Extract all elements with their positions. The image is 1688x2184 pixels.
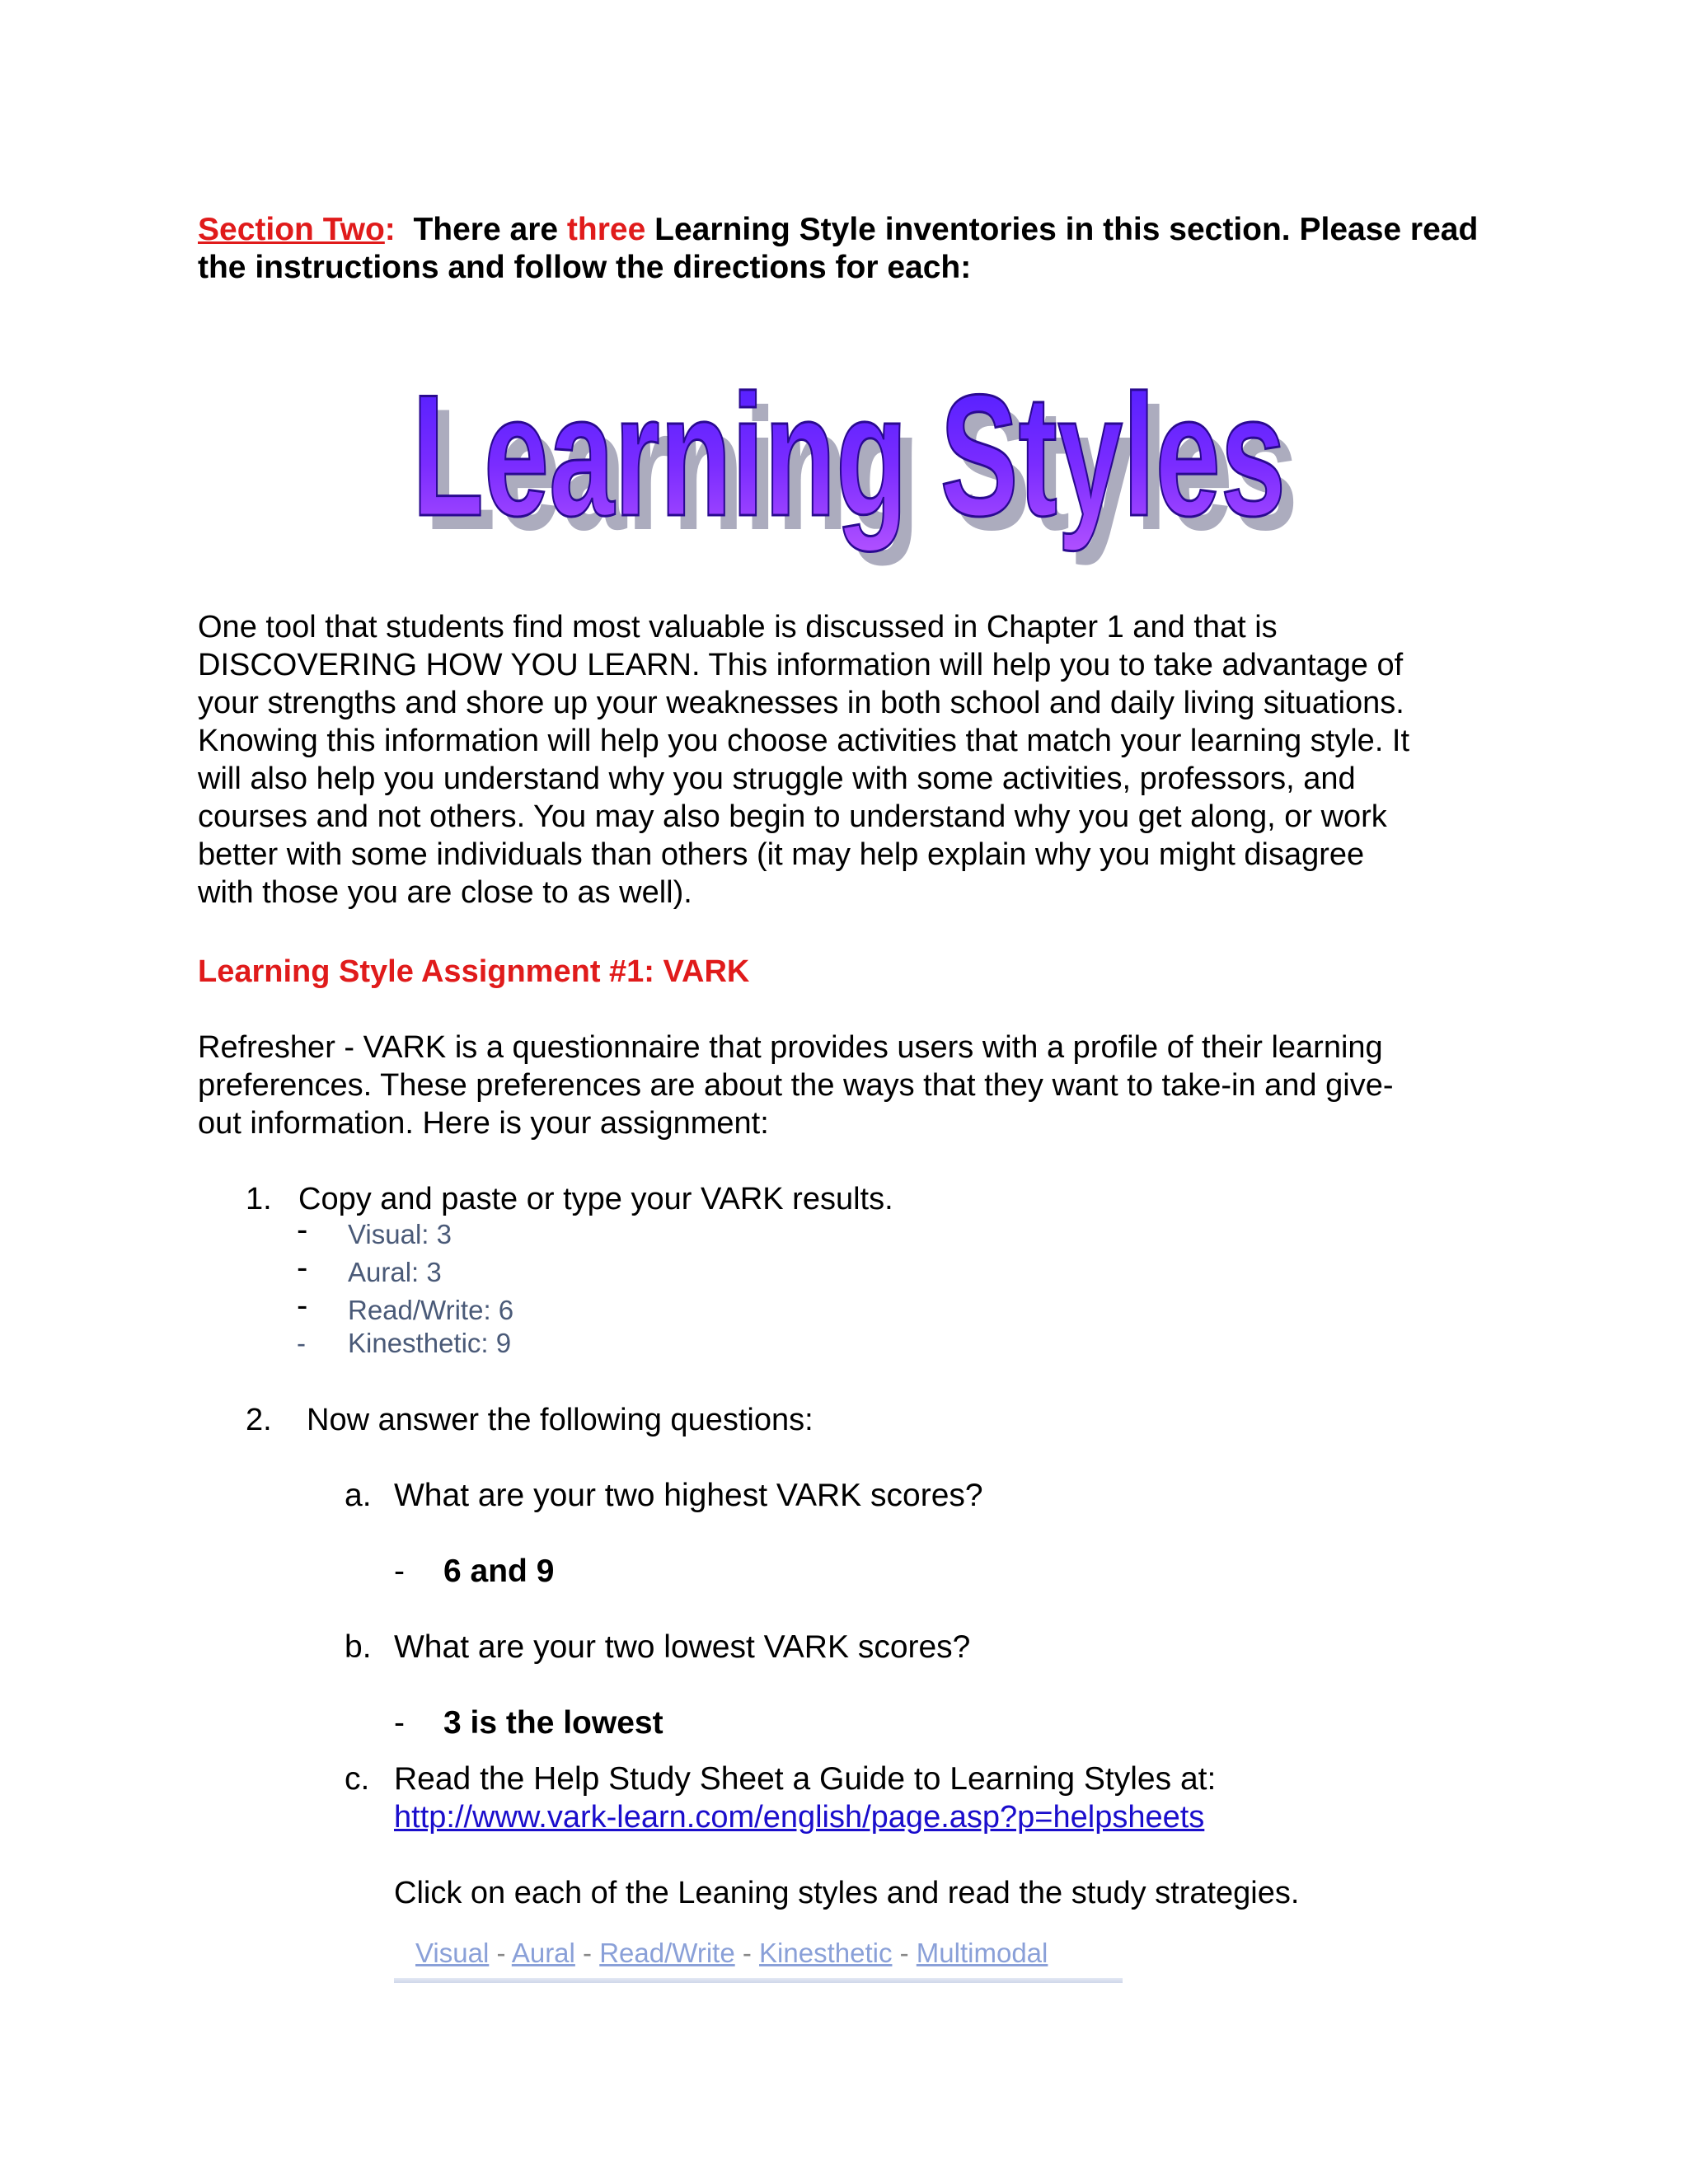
paragraph-line: will also help you understand why you struggle with some activities, professors, and	[198, 762, 1356, 796]
assignment-title: Learning Style Assignment #1: VARK	[198, 954, 750, 989]
answer-dash: -	[394, 1554, 405, 1589]
refresher-line: Refresher - VARK is a questionnaire that provides users with a profile of their learning	[198, 1030, 1383, 1065]
intro-paragraph	[198, 608, 1517, 912]
style-link-multimodal[interactable]: Multimodal	[916, 1938, 1048, 1968]
paragraph-line: courses and not others. You may also begin to understand why you get along, or work	[198, 799, 1387, 834]
style-link-kinesthetic[interactable]: Kinesthetic	[759, 1938, 893, 1968]
links-underline-bar	[394, 1978, 1123, 1983]
answer-dash: -	[394, 1705, 405, 1741]
answer-text: 3 is the lowest	[443, 1705, 663, 1741]
refresher-paragraph	[198, 1029, 1393, 1142]
result-value: Visual: 3	[348, 1219, 452, 1249]
result-dash: -	[297, 1249, 308, 1286]
learning-style-links	[394, 1929, 1128, 1980]
result-dash: -	[297, 1212, 308, 1248]
style-link-visual[interactable]: Visual	[415, 1938, 490, 1968]
link-separator: -	[583, 1938, 593, 1968]
section-colon: :	[384, 212, 396, 247]
result-dash: -	[297, 1287, 308, 1324]
paragraph-line: One tool that students find most valuable is discussed in Chapter 1 and that is	[198, 610, 1278, 644]
result-value: Aural: 3	[348, 1257, 442, 1287]
paragraph-line: with those you are close to as well).	[198, 875, 692, 910]
heading-highlight: three	[566, 212, 646, 247]
help-sheets-link[interactable]: http://www.vark-learn.com/english/page.asp?p=helpsheets	[394, 1800, 1205, 1835]
question-letter: a.	[345, 1478, 372, 1513]
question-letter: b.	[345, 1629, 372, 1665]
question-text: Read the Help Study Sheet a Guide to Learning Styles at:	[394, 1761, 1217, 1797]
style-link-read-write[interactable]: Read/Write	[599, 1938, 735, 1968]
section-heading	[198, 211, 1500, 287]
item-number: 2.	[246, 1403, 272, 1437]
style-link-aural[interactable]: Aural	[511, 1938, 575, 1968]
answer-text: 6 and 9	[443, 1554, 555, 1589]
click-instruction: Click on each of the Leaning styles and read the study strategies.	[394, 1876, 1300, 1910]
banner-title: Learning Styles	[412, 359, 1286, 552]
paragraph-line: DISCOVERING HOW YOU LEARN. This information will help you to take advantage of	[198, 648, 1404, 682]
item-text: Now answer the following questions:	[307, 1403, 814, 1437]
learning-styles-banner	[387, 346, 1311, 585]
section-label: Section Two	[198, 212, 385, 247]
item-number: 1.	[246, 1182, 272, 1216]
refresher-line: preferences. These preferences are about the ways that they want to take-in and give-	[198, 1068, 1394, 1103]
link-separator: -	[496, 1938, 506, 1968]
refresher-line: out information. Here is your assignment:	[198, 1106, 769, 1141]
banner-shadow: Learning Styles	[424, 373, 1298, 566]
heading-text-before: There are	[413, 212, 559, 247]
question-text: What are your two lowest VARK scores?	[394, 1629, 971, 1665]
paragraph-line: better with some individuals than others (it may help explain why you might disagree	[198, 837, 1365, 872]
result-dash: -	[297, 1328, 306, 1358]
item-text: Copy and paste or type your VARK results.	[298, 1182, 893, 1216]
question-letter: c.	[345, 1761, 370, 1797]
link-separator: -	[742, 1938, 752, 1968]
heading-text-after: Learning Style inventories in this section. Please read the instructions and follow the directions for each:	[198, 212, 1479, 285]
paragraph-line: your strengths and shore up your weaknesses in both school and daily living situations.	[198, 686, 1404, 720]
question-text: What are your two highest VARK scores?	[394, 1478, 983, 1513]
result-value: Kinesthetic: 9	[348, 1328, 512, 1358]
result-value: Read/Write: 6	[348, 1295, 514, 1325]
paragraph-line: Knowing this information will help you choose activities that match your learning style. It	[198, 724, 1410, 758]
link-separator: -	[899, 1938, 909, 1968]
